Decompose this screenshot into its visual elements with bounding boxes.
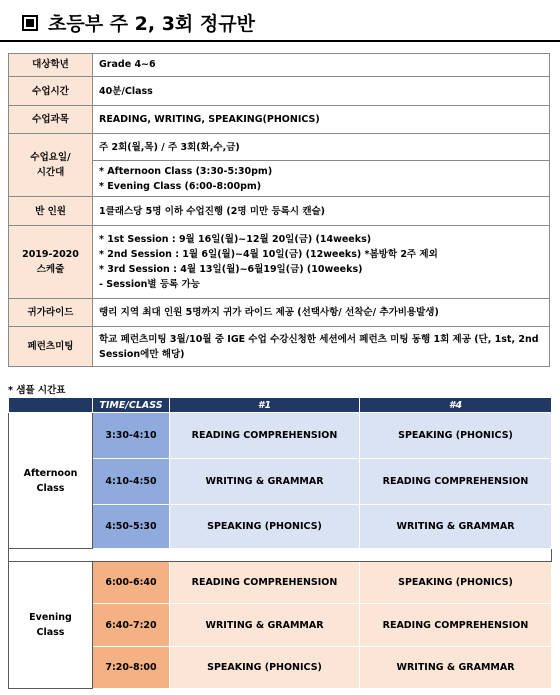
info-label: 대상학년 bbox=[9, 54, 93, 77]
info-row-ride bbox=[9, 299, 550, 327]
time-cell: 3:30-4:10 bbox=[93, 413, 170, 459]
info-value bbox=[93, 106, 550, 134]
info-value bbox=[93, 134, 550, 161]
time-cell: 7:20-8:00 bbox=[93, 647, 170, 689]
class-cell: READING COMPREHENSION bbox=[170, 562, 360, 604]
session-divider-row bbox=[9, 549, 552, 562]
info-label: 수업시간 bbox=[9, 76, 93, 105]
info-line: - Session별 등록 가능 bbox=[99, 279, 200, 291]
info-row-grade bbox=[9, 54, 550, 77]
info-line: Grade 4~6 bbox=[99, 59, 156, 71]
time-cell: 4:10-4:50 bbox=[93, 459, 170, 505]
sample-schedule-table bbox=[8, 397, 552, 689]
info-label: 2019-2020 스케줄 bbox=[9, 226, 93, 299]
title-underline bbox=[0, 40, 560, 42]
program-info-table bbox=[8, 53, 550, 367]
info-label: 수업요일/ 시간대 bbox=[9, 134, 93, 197]
info-value bbox=[93, 196, 550, 225]
schedule-header-row bbox=[9, 398, 552, 413]
info-row-class-size bbox=[9, 196, 550, 225]
info-label: 귀가라이드 bbox=[9, 299, 93, 327]
class-cell: READING COMPREHENSION bbox=[360, 604, 552, 647]
info-line: 1클래스당 5명 이하 수업진행 (2명 미만 등록시 캔슬) bbox=[99, 205, 326, 217]
info-line: * Evening Class (6:00-8:00pm) bbox=[99, 180, 262, 192]
page-title-text: 초등부 주 2, 3회 정규반 bbox=[48, 13, 255, 35]
info-value bbox=[93, 327, 550, 367]
sample-schedule-label: * 샘플 시간표 bbox=[8, 385, 66, 396]
time-cell: 6:00-6:40 bbox=[93, 562, 170, 604]
info-row-class-time bbox=[9, 76, 550, 105]
table-row bbox=[9, 413, 552, 459]
class-cell: WRITING & GRAMMAR bbox=[170, 459, 360, 505]
info-line: * 1st Session : 9월 16일(월)~12월 20일(금) (14weeks) bbox=[99, 234, 372, 246]
info-line: 학교 페런츠미팅 3월/10월 중 IGE 수업 수강신청한 세션에서 페런츠 미팅 동행 1회 제공 (단, 1st, 2nd Session에만 해당) bbox=[99, 333, 539, 360]
square-bullet-icon bbox=[22, 15, 38, 31]
table-row bbox=[9, 562, 552, 604]
header-time-class: TIME/CLASS bbox=[93, 398, 170, 413]
session-label-evening: Evening Class bbox=[9, 562, 93, 689]
info-value bbox=[93, 299, 550, 327]
info-line: 40분/Class bbox=[99, 85, 153, 97]
class-cell: SPEAKING (PHONICS) bbox=[170, 647, 360, 689]
time-cell: 4:50-5:30 bbox=[93, 505, 170, 549]
info-label: 페런츠미팅 bbox=[9, 327, 93, 367]
info-label: 반 인원 bbox=[9, 196, 93, 225]
info-line: * 2nd Session : 1월 6일(월)~4월 10일(금) (12weeks) *봄방학 2주 제외 bbox=[99, 249, 438, 261]
class-cell: WRITING & GRAMMAR bbox=[170, 604, 360, 647]
class-cell: WRITING & GRAMMAR bbox=[360, 647, 552, 689]
divider-cell bbox=[9, 549, 552, 562]
class-cell: SPEAKING (PHONICS) bbox=[360, 413, 552, 459]
info-value bbox=[93, 76, 550, 105]
info-row-parents-meeting bbox=[9, 327, 550, 367]
time-cell: 6:40-7:20 bbox=[93, 604, 170, 647]
info-line: 주 2회(월,목) / 주 3회(화,수,금) bbox=[99, 141, 240, 153]
info-line: * 3rd Session : 4월 13일(월)~6월19일(금) (10weeks) bbox=[99, 264, 363, 276]
info-line: * Afternoon Class (3:30-5:30pm) bbox=[99, 165, 273, 177]
class-cell: SPEAKING (PHONICS) bbox=[360, 562, 552, 604]
header-class-1: #1 bbox=[170, 398, 360, 413]
info-label: 수업과목 bbox=[9, 106, 93, 134]
class-cell: READING COMPREHENSION bbox=[170, 413, 360, 459]
class-cell: READING COMPREHENSION bbox=[360, 459, 552, 505]
info-row-schedule bbox=[9, 226, 550, 299]
info-line: 랭리 지역 최대 인원 5명까지 귀가 라이드 제공 (선택사항/ 선착순/ 추가비용발생) bbox=[99, 307, 439, 319]
info-row-days bbox=[9, 134, 550, 161]
info-value bbox=[93, 161, 550, 196]
info-value bbox=[93, 226, 550, 299]
header-class-4: #4 bbox=[360, 398, 552, 413]
info-row-subjects bbox=[9, 106, 550, 134]
header-blank bbox=[9, 398, 93, 413]
class-cell: SPEAKING (PHONICS) bbox=[170, 505, 360, 549]
info-value bbox=[93, 54, 550, 77]
session-label-afternoon: Afternoon Class bbox=[9, 413, 93, 549]
page-title bbox=[10, 8, 310, 40]
class-cell: WRITING & GRAMMAR bbox=[360, 505, 552, 549]
info-line: READING, WRITING, SPEAKING(PHONICS) bbox=[99, 114, 320, 126]
